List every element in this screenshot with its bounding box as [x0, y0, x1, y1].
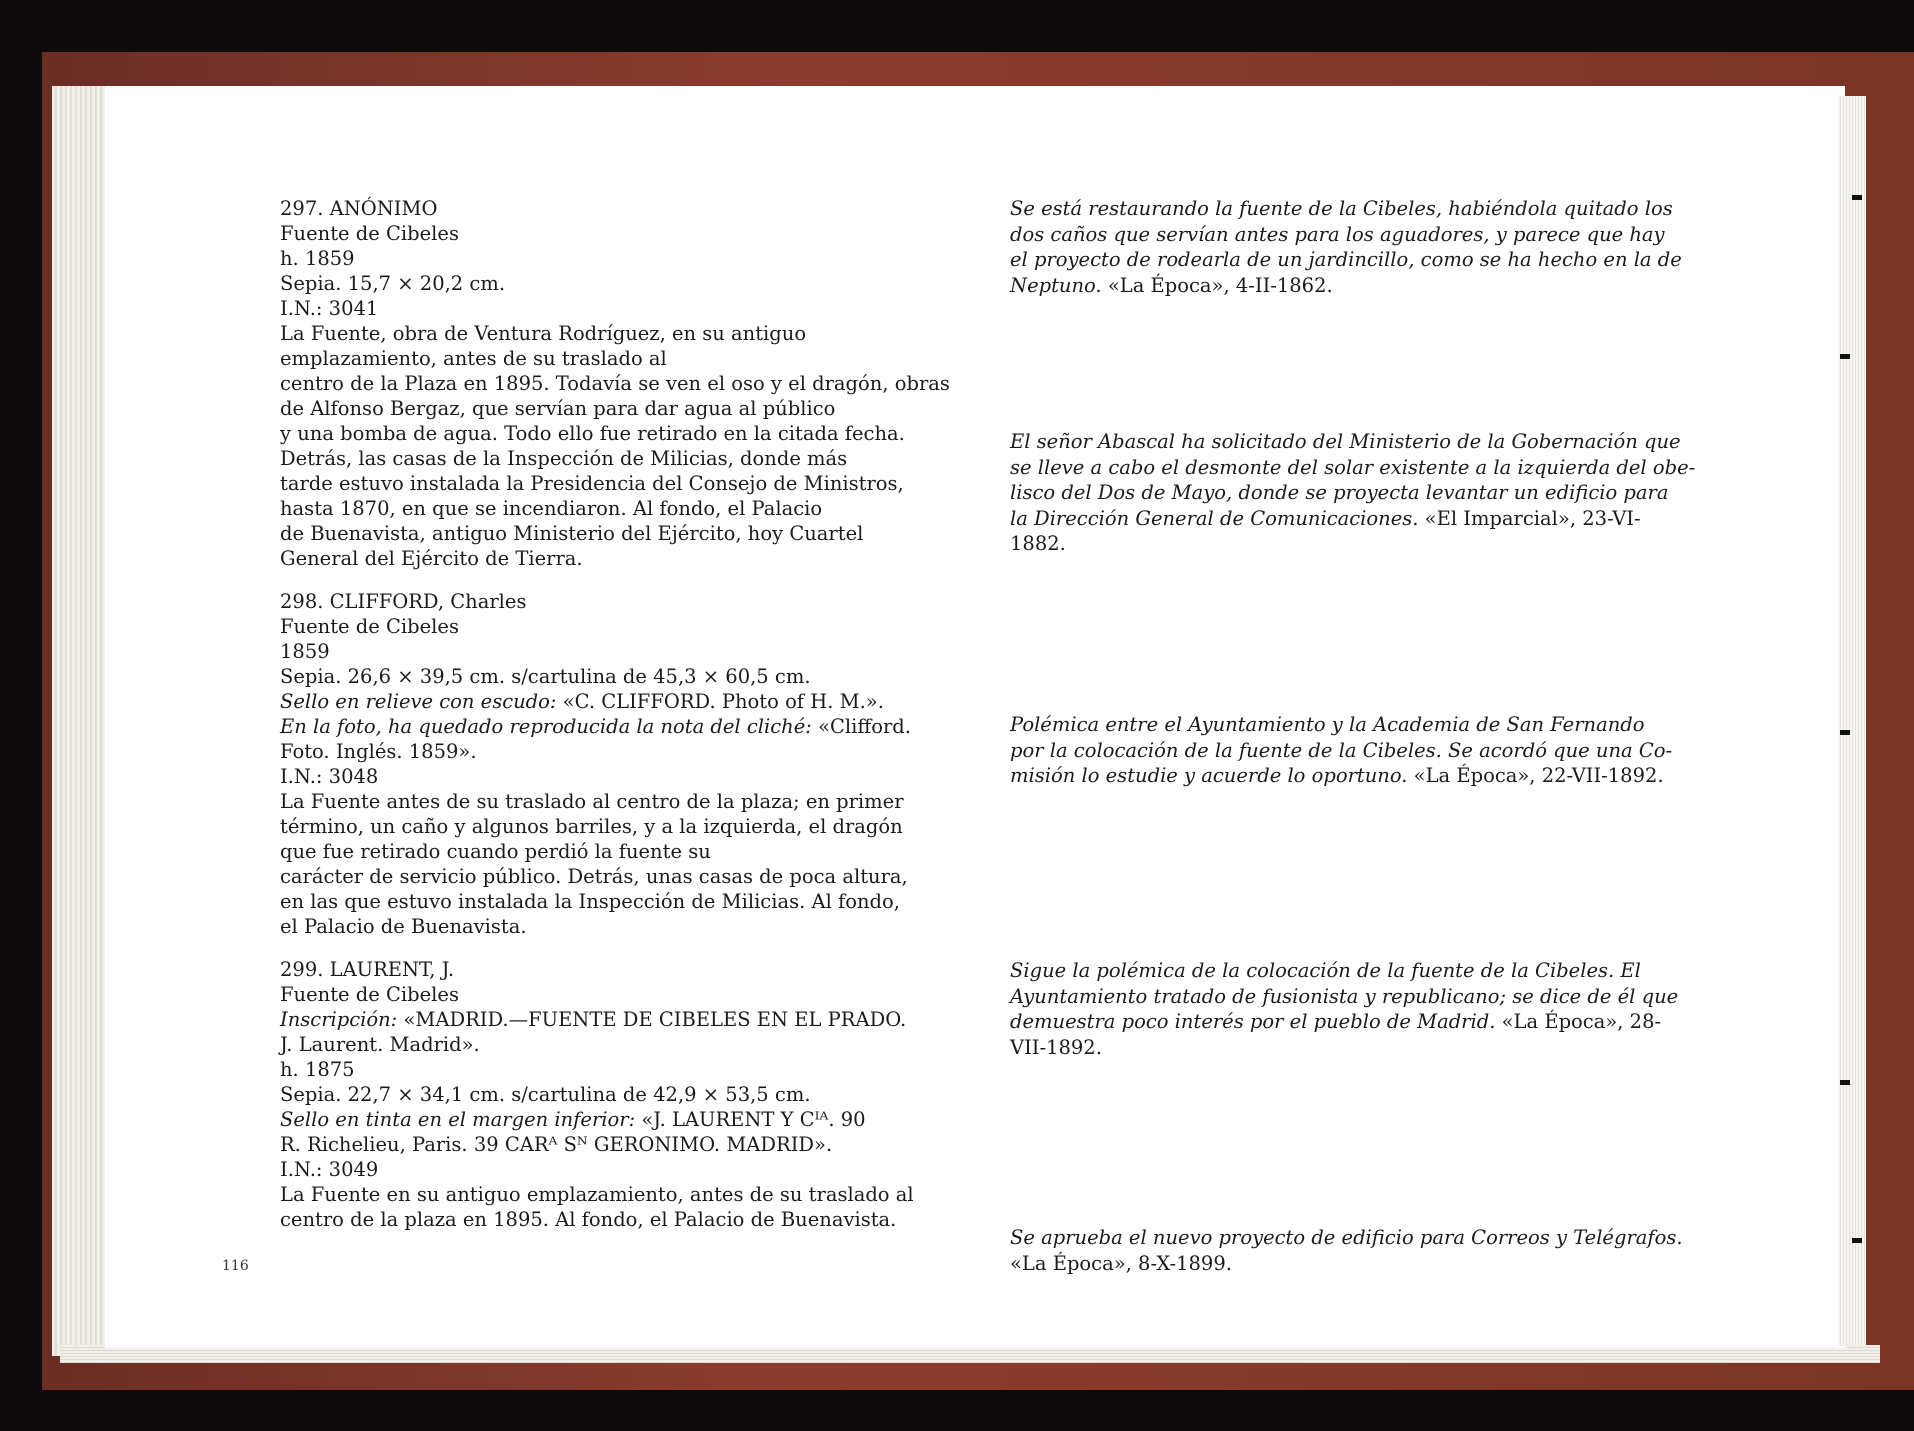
quote-line: Polémica entre el Ayuntamiento y la Academia de San Fernando [1010, 713, 1645, 736]
quote-line: la Dirección General de Comunicaciones. [1010, 506, 1419, 530]
description-line: el Palacio de Buenavista. [280, 915, 527, 938]
inscription-label: Inscripción: [280, 1008, 398, 1031]
entry-stamp-continued: R. Richelieu, Paris. 39 CARᴬ Sᴺ GERONIMO. MADRID». [280, 1133, 833, 1156]
note-text: «Clifford. [818, 715, 911, 738]
description-line: término, un caño y algunos barriles, y a la izquierda, el dragón [280, 815, 903, 838]
press-quote-1862 [1010, 196, 1690, 298]
page-number: 116 [222, 1258, 249, 1274]
quote-line: lisco del Dos de Mayo, donde se proyecta levantar un edificio para [1010, 481, 1669, 504]
entry-title: Fuente de Cibeles [280, 615, 459, 638]
entry-heading: 299. LAURENT, J. [280, 958, 455, 981]
entry-heading: 297. ANÓNIMO [280, 197, 438, 220]
page-tab-mark [1852, 195, 1862, 200]
page-tab-mark [1840, 354, 1850, 359]
description-line: General del Ejército de Tierra. [280, 547, 583, 570]
stamp-label: Sello en relieve con escudo: [280, 690, 557, 713]
quote-last-line [1010, 506, 1690, 557]
entry-heading: 298. CLIFFORD, Charles [280, 590, 527, 613]
catalogue-entry-298 [280, 589, 940, 939]
entry-technique: Sepia. 22,7 × 34,1 cm. s/cartulina de 42,9 × 53,5 cm. [280, 1083, 811, 1106]
inscription-text: «MADRID.—FUENTE DE CIBELES EN EL PRADO. [403, 1008, 907, 1031]
quote-source-continued: VII-1892. [1010, 1035, 1102, 1059]
quote-source: «La Época», 22-VII-1892. [1413, 764, 1664, 787]
quote-line: misión lo estudie y acuerde lo oportuno. [1010, 764, 1408, 787]
entry-inscription-continued: J. Laurent. Madrid». [280, 1033, 480, 1056]
entry-stamp [280, 1107, 940, 1132]
note-label: En la foto, ha quedado reproducida la nota del cliché: [280, 715, 812, 738]
page-tab-mark [1852, 1238, 1862, 1243]
entry-date: h. 1859 [280, 247, 355, 270]
entry-inventory: I.N.: 3041 [280, 297, 379, 320]
quote-last-line [1010, 273, 1690, 299]
page-tab-mark [1840, 730, 1850, 735]
quote-source: «La Época», 4-II-1862. [1107, 273, 1333, 297]
description-line: La Fuente antes de su traslado al centro de la plaza; en primer [280, 790, 904, 813]
press-quote-1882 [1010, 429, 1696, 557]
description-line: en las que estuvo instalada la Inspección de Milicias. Al fondo, [280, 890, 900, 913]
entry-title: Fuente de Cibeles [280, 983, 459, 1006]
quote-line: Se aprueba el nuevo proyecto de edificio para Correos y Telégrafos. [1010, 1226, 1683, 1249]
quote-source: «La Época», 28- [1501, 1010, 1662, 1033]
press-quote-1892-b [1010, 958, 1690, 1060]
quote-line: demuestra poco interés por el pueblo de Madrid. [1010, 1010, 1496, 1033]
quote-line: Sigue la polémica de la colocación de la fuente de la Cibeles. El [1010, 959, 1641, 982]
description-line: y una bomba de agua. Todo ello fue retirado en la citada fecha. [280, 422, 905, 445]
quote-line: por la colocación de la fuente de la Cibeles. Se acordó que una Co- [1010, 738, 1673, 762]
entry-date: h. 1875 [280, 1058, 355, 1081]
page-edges-left [52, 86, 112, 1356]
entry-title: Fuente de Cibeles [280, 222, 459, 245]
entry-inventory: I.N.: 3048 [280, 765, 379, 788]
quote-last-line [1010, 1009, 1690, 1035]
description-line: hasta 1870, en que se incendiaron. Al fondo, el Palacio [280, 497, 823, 520]
quote-last-line [1010, 763, 1690, 789]
quote-line: Neptuno. [1010, 273, 1102, 297]
description-line: de Alfonso Bergaz, que servían para dar agua al público [280, 397, 836, 420]
description-line: tarde estuvo instalada la Presidencia del Consejo de Ministros, [280, 472, 904, 495]
page-tab-mark [1840, 1080, 1850, 1085]
press-quote-1899 [1010, 1225, 1690, 1276]
description-line: centro de la Plaza en 1895. Todavía se ven el oso y el dragón, obras [280, 372, 950, 395]
quote-source: «La Época», 8-X-1899. [1010, 1251, 1232, 1275]
quote-line: Se está restaurando la fuente de la Cibeles, habiéndola quitado los [1010, 197, 1673, 220]
description-line: centro de la plaza en 1895. Al fondo, el Palacio de Buenavista. [280, 1208, 897, 1231]
stamp-text: «J. LAURENT Y Cᴵᴬ. 90 [641, 1108, 866, 1131]
description-line: que fue retirado cuando perdió la fuente su [280, 840, 711, 863]
description-line: La Fuente, obra de Ventura Rodríguez, en su antiguo [280, 322, 807, 345]
entry-inventory: I.N.: 3049 [280, 1158, 379, 1181]
entry-technique: Sepia. 26,6 × 39,5 cm. s/cartulina de 45,3 × 60,5 cm. [280, 665, 811, 688]
quote-line: Ayuntamiento tratado de fusionista y republicano; se dice de él que [1010, 984, 1679, 1008]
quote-source: «El Imparcial», 23-VI-1882. [1010, 506, 1641, 555]
description-line: emplazamiento, antes de su traslado al [280, 347, 667, 370]
description-line: Detrás, las casas de la Inspección de Milicias, donde más [280, 447, 848, 470]
quote-line: dos caños que servían antes para los aguadores, y parece que hay [1010, 222, 1665, 246]
entry-note [280, 714, 940, 739]
press-quote-1892-a [1010, 712, 1690, 789]
entry-note-continued: Foto. Inglés. 1859». [280, 740, 477, 763]
description-line: La Fuente en su antiguo emplazamiento, antes de su traslado al [280, 1183, 914, 1206]
entry-stamp [280, 689, 940, 714]
catalogue-column [280, 196, 950, 1250]
catalogue-entry-297 [280, 196, 950, 571]
description-line: de Buenavista, antiguo Ministerio del Ejército, hoy Cuartel [280, 522, 864, 545]
entry-technique: Sepia. 15,7 × 20,2 cm. [280, 272, 506, 295]
quote-line: el proyecto de rodearla de un jardincillo, como se ha hecho en la de [1010, 248, 1682, 271]
stamp-label: Sello en tinta en el margen inferior: [280, 1108, 636, 1131]
catalogue-entry-299 [280, 957, 940, 1232]
quote-line: El señor Abascal ha solicitado del Ministerio de la Gobernación que [1010, 430, 1681, 453]
quote-line: se lleve a cabo el desmonte del solar existente a la izquierda del obe- [1010, 455, 1696, 479]
stamp-text: «C. CLIFFORD. Photo of H. M.». [562, 690, 884, 713]
entry-date: 1859 [280, 640, 330, 663]
description-line: carácter de servicio público. Detrás, unas casas de poca altura, [280, 865, 908, 888]
page-edges-right [1838, 96, 1866, 1346]
entry-inscription [280, 1007, 940, 1032]
